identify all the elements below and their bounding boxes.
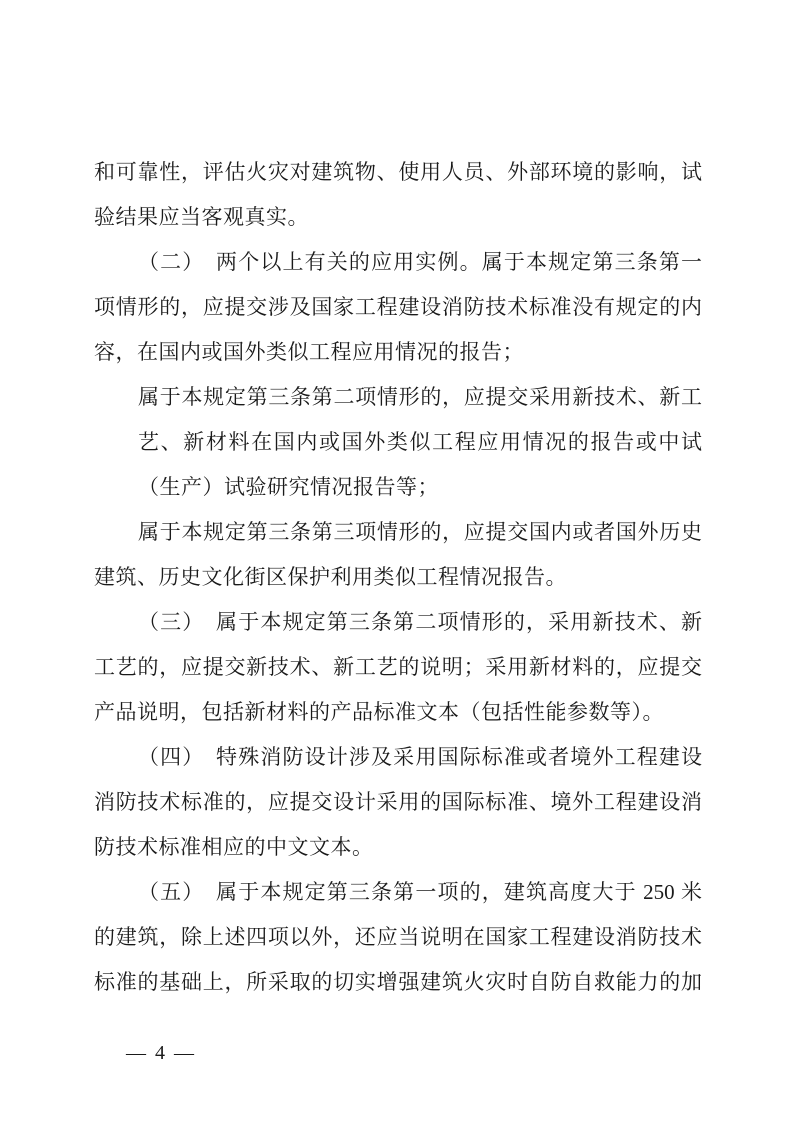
text-line: （生产）试验研究情况报告等； xyxy=(138,475,439,499)
text-line: 防技术标准相应的中文文本。 xyxy=(94,835,374,859)
text-line: 工艺的，应提交新技术、新工艺的说明；采用新材料的，应提交 xyxy=(94,655,702,679)
text-line: 消防技术标准的，应提交设计采用的国际标准、境外工程建设消 xyxy=(94,790,702,814)
text-line: 容，在国内或国外类似工程应用情况的报告； xyxy=(94,340,524,364)
text-line: （二） 两个以上有关的应用实例。属于本规定第三条第一 xyxy=(138,250,702,274)
text-line: 产品说明，包括新材料的产品标准文本（包括性能参数等）。 xyxy=(94,700,664,724)
text-line: （三） 属于本规定第三条第二项情形的，采用新技术、新 xyxy=(138,610,702,634)
text-line: （四） 特殊消防设计涉及采用国际标准或者境外工程建设 xyxy=(138,745,702,769)
text-line: 验结果应当客观真实。 xyxy=(94,205,309,229)
text-line: 艺、新材料在国内或国外类似工程应用情况的报告或中试 xyxy=(138,430,702,454)
text-line: 建筑、历史文化街区保护利用类似工程情况报告。 xyxy=(94,565,567,589)
text-line: （五） 属于本规定第三条第一项的，建筑高度大于 250 米 xyxy=(138,880,702,904)
text-line: 项情形的，应提交涉及国家工程建设消防技术标准没有规定的内 xyxy=(94,295,702,319)
page-number: — 4 — xyxy=(126,1042,196,1064)
text-line: 的建筑，除上述四项以外，还应当说明在国家工程建设消防技术 xyxy=(94,925,702,949)
text-line: 属于本规定第三条第三项情形的，应提交国内或者国外历史 xyxy=(138,520,702,544)
text-line: 标准的基础上，所采取的切实增强建筑火灾时自防自救能力的加 xyxy=(94,970,702,994)
text-line: 和可靠性，评估火灾对建筑物、使用人员、外部环境的影响，试 xyxy=(94,160,702,184)
document-body xyxy=(94,150,702,1005)
text-line: 属于本规定第三条第二项情形的，应提交采用新技术、新工 xyxy=(138,385,702,409)
